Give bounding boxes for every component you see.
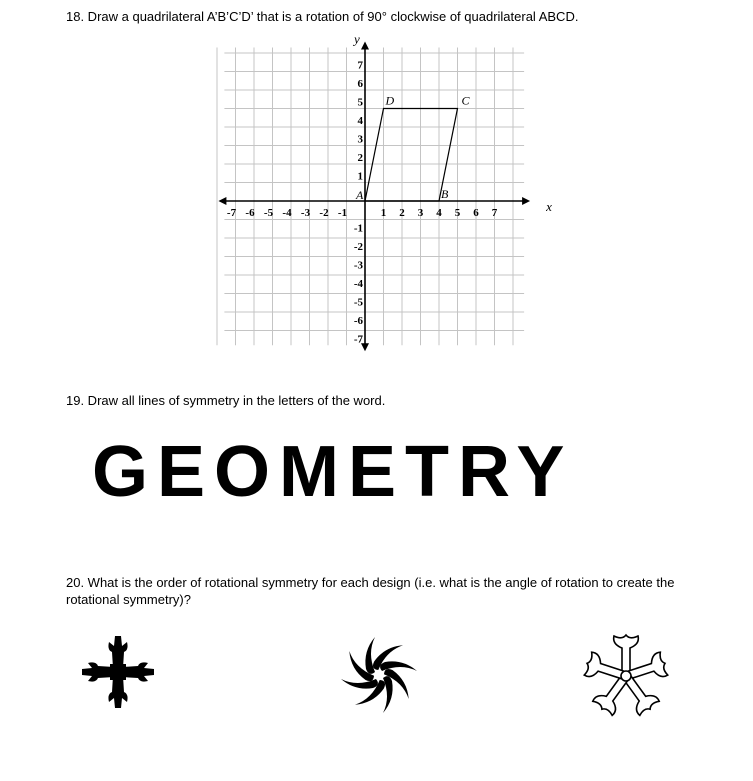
y-tick-label: -1: [353, 222, 363, 235]
spiral-blade: [380, 661, 417, 671]
spiral-blades-icon: [330, 634, 428, 716]
axes: [218, 31, 552, 351]
x-tick-label: 1: [380, 207, 387, 219]
x-tick-label: -1: [337, 207, 348, 219]
y-tick-label: 3: [357, 133, 363, 146]
x-tick-label: -7: [226, 207, 237, 219]
spiral-blade: [383, 676, 393, 713]
x-tick-label: 7: [491, 207, 498, 219]
five-petal-outline-icon: [578, 628, 674, 722]
x-axis-arrow: [522, 197, 530, 205]
x-tick-label: 5: [454, 207, 461, 219]
ornamental-cross-icon: [78, 634, 158, 710]
x-axis-label: x: [546, 199, 552, 214]
question-18: 18. Draw a quadrilateral A’B’C’D’ that is a rotation of 90° clockwise of quadrilateral ABCD.: [66, 9, 579, 24]
spiral-blade: [341, 679, 378, 689]
x-axis-arrow-left: [218, 197, 226, 205]
y-tick-label: 7: [357, 59, 363, 72]
cross-arm: [82, 662, 114, 681]
geometry-word: GEOMETRY: [92, 432, 574, 512]
question-20: 20. What is the order of rotational symmetry for each design (i.e. what is the angle of rotation to create the rotational symmetry)?: [66, 575, 675, 607]
point-label-b: B: [441, 187, 449, 201]
y-axis-arrow: [361, 41, 369, 49]
petal-center: [621, 671, 631, 681]
question-19: 19. Draw all lines of symmetry in the letters of the word.: [66, 393, 386, 408]
x-tick-label: 3: [417, 207, 424, 219]
grid-lines: [217, 47, 524, 345]
x-tick-label: -2: [319, 207, 329, 219]
x-tick-label: -4: [282, 207, 292, 219]
y-tick-label: -3: [353, 259, 363, 272]
cross-arm: [108, 676, 127, 708]
quadrilateral-abcd: [355, 94, 471, 203]
y-tick-label: -4: [353, 278, 363, 290]
spiral-center: [374, 670, 384, 680]
y-tick-label: -7: [353, 333, 363, 346]
y-tick-label: 4: [357, 115, 363, 127]
y-tick-label: 6: [357, 78, 363, 90]
spiral-blade: [365, 637, 375, 674]
cross-center: [110, 664, 126, 680]
point-label-a: A: [356, 188, 364, 202]
x-tick-label: 4: [436, 207, 442, 219]
cross-arm: [108, 636, 127, 668]
x-tick-label: 6: [473, 207, 479, 219]
x-tick-label: -3: [300, 207, 311, 219]
x-tick-label: -5: [263, 207, 274, 219]
coordinate-grid: [208, 31, 552, 370]
x-tick-label: -6: [245, 207, 255, 219]
cross-arm: [122, 662, 154, 681]
y-tick-label: 1: [357, 170, 363, 183]
y-axis-label: y: [354, 31, 360, 47]
y-tick-label: -5: [353, 296, 363, 309]
y-tick-label: 2: [357, 152, 363, 164]
y-tick-label: -2: [353, 241, 363, 253]
y-tick-label: -6: [353, 315, 363, 327]
x-tick-label: 2: [399, 207, 405, 219]
point-label-c: C: [461, 93, 470, 108]
y-tick-label: 5: [357, 96, 363, 109]
point-label-d: D: [385, 93, 395, 108]
